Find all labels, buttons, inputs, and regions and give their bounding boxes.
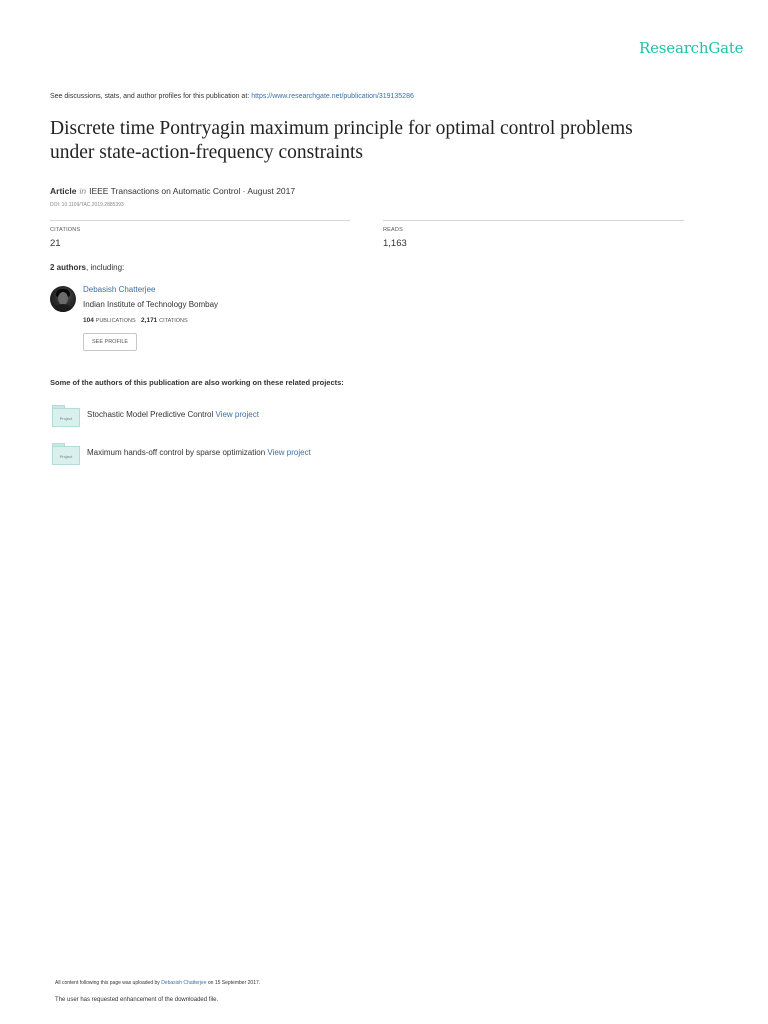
reads-label: READS <box>383 227 403 233</box>
reads-divider <box>383 220 684 221</box>
related-projects-heading: Some of the authors of this publication are also working on these related projects: <box>50 378 344 387</box>
publication-url-link[interactable]: https://www.researchgate.net/publication/319135286 <box>251 93 414 100</box>
author-name-link[interactable]: Debasish Chatterjee <box>83 285 156 294</box>
project-text <box>87 448 311 457</box>
folder-label: Project <box>52 446 80 465</box>
project-title: Stochastic Model Predictive Control <box>87 410 214 419</box>
citations-value: 21 <box>50 238 61 249</box>
upload-prefix: All content following this page was uploaded by <box>55 980 160 986</box>
citations-divider <box>50 220 350 221</box>
avatar-body <box>52 304 74 312</box>
author-avatar[interactable] <box>50 286 76 312</box>
view-project-link[interactable]: View project <box>215 410 259 419</box>
discussion-prefix: See discussions, stats, and author profiles for this publication at: <box>50 93 250 100</box>
see-profile-button[interactable]: SEE PROFILE <box>83 333 137 351</box>
article-type: Article <box>50 186 77 196</box>
meta-in: in <box>79 186 87 196</box>
author-publications-label: PUBLICATIONS <box>95 318 136 324</box>
article-title <box>50 117 730 165</box>
reads-value: 1,163 <box>383 238 407 249</box>
project-folder-icon <box>52 405 80 427</box>
authors-including: , including: <box>86 263 125 272</box>
discussion-line <box>50 93 414 100</box>
author-publications-count: 104 <box>83 317 94 324</box>
researchgate-logo[interactable]: ResearchGate <box>639 39 744 57</box>
enhancement-note: The user has requested enhancement of the downloaded file. <box>55 997 219 1003</box>
doi: DOI: 10.1109/TAC.2019.2885393 <box>50 202 124 208</box>
journal-info: IEEE Transactions on Automatic Control · August 2017 <box>89 186 296 196</box>
upload-note <box>55 980 260 986</box>
project-folder-icon <box>52 443 80 465</box>
title-line-1: Discrete time Pontryagin maximum principle for optimal control problems <box>50 118 633 139</box>
authors-heading <box>50 263 124 272</box>
author-citations-count: 2,171 <box>141 317 158 324</box>
author-citations-label: CITATIONS <box>159 318 188 324</box>
project-title: Maximum hands-off control by sparse optimization <box>87 448 266 457</box>
upload-suffix: on 15 September 2017. <box>207 980 261 986</box>
view-project-link[interactable]: View project <box>267 448 311 457</box>
project-text <box>87 410 259 419</box>
citations-label: CITATIONS <box>50 227 81 233</box>
title-line-2: under state-action-frequency constraints <box>50 142 363 163</box>
author-stats <box>83 317 188 324</box>
authors-count: 2 authors <box>50 263 87 272</box>
author-institution: Indian Institute of Technology Bombay <box>83 300 219 309</box>
folder-label: Project <box>52 408 80 427</box>
article-meta <box>50 186 295 196</box>
uploader-link[interactable]: Debasish Chatterjee <box>161 980 207 986</box>
